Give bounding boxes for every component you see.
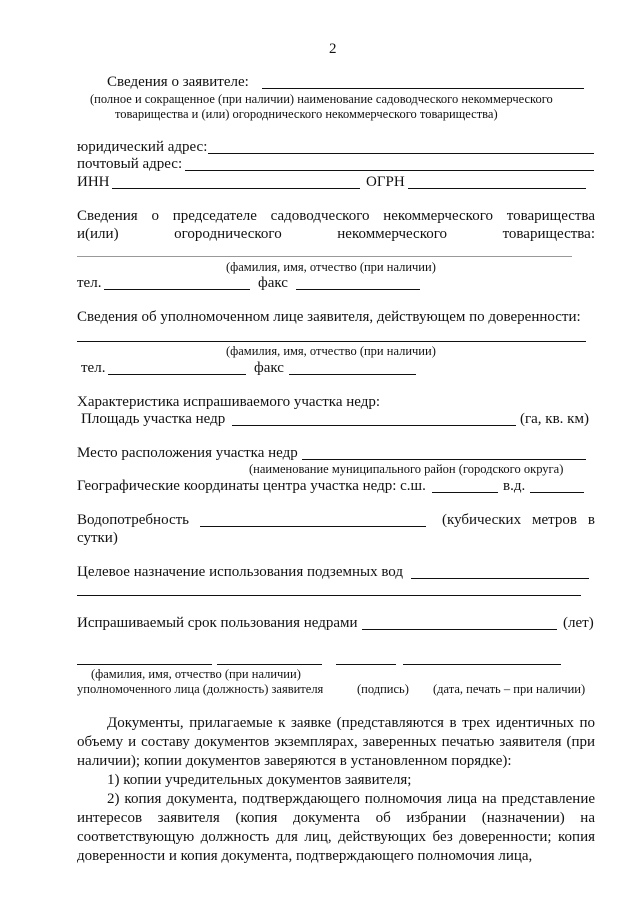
location-hint: (наименование муниципального район (городского округа) bbox=[249, 462, 564, 476]
ogrn-label: ОГРН bbox=[366, 174, 405, 190]
water-label: Водопотребность bbox=[77, 512, 190, 528]
area-label: Площадь участка недр bbox=[81, 411, 226, 427]
signature-role-hint: уполномоченного лица (должность) заявителя bbox=[77, 682, 324, 696]
area-field[interactable] bbox=[232, 425, 516, 426]
applicant-name-field[interactable] bbox=[262, 88, 584, 89]
chairman-label-line-1: Сведения о председателе садоводческого некоммерческого товарищества bbox=[77, 208, 595, 224]
representative-fio-hint: (фамилия, имя, отчество (при наличии) bbox=[226, 344, 436, 358]
signature-sign-hint: (подпись) bbox=[357, 682, 409, 696]
representative-fax-label: факс bbox=[254, 360, 284, 376]
water-field[interactable] bbox=[200, 526, 426, 527]
applicant-label: Сведения о заявителе: bbox=[107, 74, 249, 90]
representative-label: Сведения об уполномоченном лице заявителя, действующем по доверенности: bbox=[77, 309, 581, 325]
ogrn-field[interactable] bbox=[408, 188, 586, 189]
location-label: Место расположения участка недр bbox=[77, 445, 298, 461]
chairman-fax-label: факс bbox=[258, 275, 288, 291]
location-field[interactable] bbox=[302, 459, 586, 460]
applicant-hint-2: товарищества и (или) огороднического некоммерческого товарищества) bbox=[115, 107, 498, 121]
chairman-tel-label: тел. bbox=[77, 275, 102, 291]
signature-fio-field[interactable] bbox=[77, 664, 212, 665]
inn-field[interactable] bbox=[112, 188, 360, 189]
chairman-fax-field[interactable] bbox=[296, 289, 420, 290]
chairman-fio-hint: (фамилия, имя, отчество (при наличии) bbox=[226, 260, 436, 274]
legal-address-label: юридический адрес: bbox=[77, 139, 208, 155]
postal-address-field[interactable] bbox=[185, 170, 594, 171]
inn-label: ИНН bbox=[77, 174, 110, 190]
documents-item-2: 2) копия документа, подтверждающего полномочия лица на представление интересов заявителя (копия документа об избрании (назначении) на соответствующую должность для лиц, действующих без доверенности; копия доверенности и копия документа, подтверждающего полномочия лица, bbox=[77, 791, 595, 864]
latitude-field[interactable] bbox=[432, 492, 498, 493]
signature-date-field[interactable] bbox=[403, 664, 561, 665]
purpose-label: Целевое назначение использования подземных вод bbox=[77, 564, 404, 580]
postal-address-label: почтовый адрес: bbox=[77, 156, 183, 172]
longitude-label: в.д. bbox=[503, 478, 526, 494]
representative-tel-field[interactable] bbox=[108, 374, 246, 375]
chairman-tel-field[interactable] bbox=[104, 289, 250, 290]
applicant-hint-1: (полное и сокращенное (при наличии) наименование садоводческого некоммерческого bbox=[90, 92, 553, 106]
water-unit-line-2: сутки) bbox=[77, 530, 118, 546]
area-unit: (га, кв. км) bbox=[520, 411, 589, 427]
term-unit: (лет) bbox=[563, 615, 594, 631]
signature-fio-hint: (фамилия, имя, отчество (при наличии) bbox=[91, 667, 301, 681]
term-field[interactable] bbox=[362, 629, 557, 630]
page-number: 2 bbox=[329, 41, 337, 57]
longitude-field[interactable] bbox=[530, 492, 584, 493]
purpose-field-line-2[interactable] bbox=[77, 595, 581, 596]
signature-sign-field[interactable] bbox=[336, 664, 396, 665]
documents-intro: Документы, прилагаемые к заявке (представляются в трех идентичных по объему и составу документов экземплярах, заверенных печатью заявителя (при наличии); копии документов заверяются в установленном порядке): bbox=[77, 715, 595, 769]
site-heading: Характеристика испрашиваемого участка недр: bbox=[77, 394, 381, 410]
signature-role-field[interactable] bbox=[217, 664, 322, 665]
coordinates-label: Географические координаты центра участка недр: с.ш. bbox=[77, 478, 426, 494]
chairman-label-line-2: и(или) огороднического некоммерческого товарищества: bbox=[77, 226, 595, 242]
water-unit-line-1: (кубических метров в bbox=[442, 512, 595, 528]
chairman-name-field[interactable] bbox=[77, 256, 572, 257]
purpose-field[interactable] bbox=[411, 578, 589, 579]
legal-address-field[interactable] bbox=[208, 153, 594, 154]
signature-date-hint: (дата, печать – при наличии) bbox=[433, 682, 586, 696]
representative-fax-field[interactable] bbox=[289, 374, 416, 375]
representative-tel-label: тел. bbox=[81, 360, 106, 376]
representative-name-field[interactable] bbox=[77, 341, 586, 342]
documents-item-1: 1) копии учредительных документов заявителя; bbox=[107, 772, 412, 788]
term-label: Испрашиваемый срок пользования недрами bbox=[77, 615, 358, 631]
